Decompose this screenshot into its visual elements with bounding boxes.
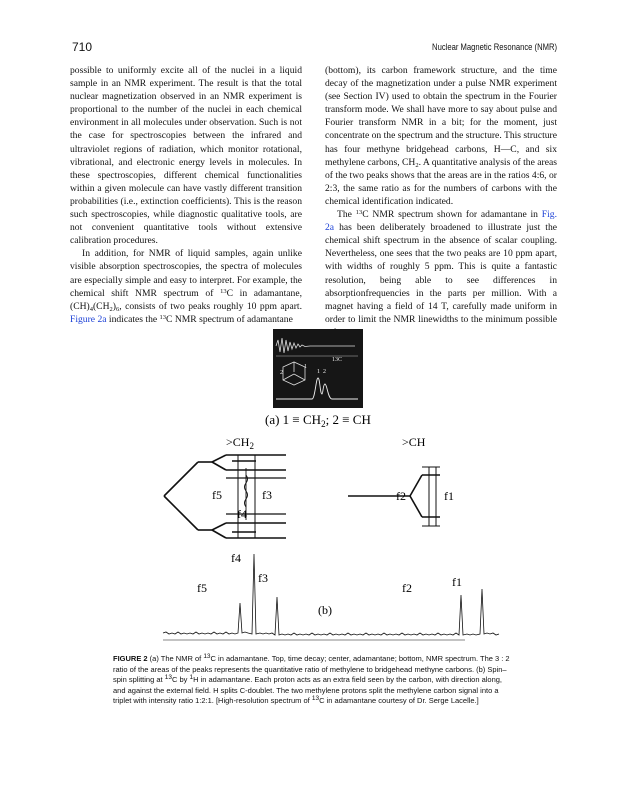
spectrum-b: [163, 554, 499, 640]
peak-f3-label: f3: [258, 571, 268, 585]
left-column: [70, 64, 302, 326]
figure-a-label: (a) $1 \equiv CH_2$; 2 ≡ CH: [265, 412, 371, 429]
peak-f1-label: f1: [452, 575, 462, 589]
f5-label: f5: [212, 488, 222, 502]
figure-2: [0, 320, 617, 645]
ch-label: >CH: [402, 435, 426, 449]
f2-label: f2: [396, 489, 406, 503]
figure-link[interactable]: Fig. 2a: [325, 209, 557, 234]
peak-f5-label: f5: [197, 581, 207, 595]
paragraph: The $^{13}$C NMR spectrum shown for adamantane in Fig. 2a has been deliberately broadened to illustrate just the chemical shift spectrum in the absence of scalar coupling. Nevertheless, one sees that the two peaks are 10 ppm apart, with widths of roughly 5 ppm. This is quite a fantastic resolution, being able to see differences in absorptionfrequencies in the parts per million. With a magnet having a field of 14 T, carefully made uniform in order to limit the NMR linewidths to the minimum possible: [325, 209, 557, 325]
f1-label: f1: [444, 489, 454, 503]
paragraph: possible to uniformly excite all of the nuclei in a liquid sample in an NMR experiment. The result is that the total nuclear magnetization observed in an NMR experiment is proportional to the number of the nuclei in each chemical environment in all molecules under observation. Such is not the case for spectroscopies between the infrared and ultraviolet regions of radiation, which monitor rotational, vibrational, and electronic energy levels in molecules. In these spectroscopies, different chemical functionalities within a given molecule can have vastly different transition probabilities (i.e., extinction coefficients). This is the reason such spectroscopies, while diagnostic qualitative tools, are not convenient quantitative tools without extensive calibration procedures.: [70, 65, 302, 247]
figure-caption: FIGURE 2 (a) The NMR of $^{13}$C in adamantane. Top, time decay; center, adamantane; bottom, NMR spectrum. The 3 : 2 ratio of the areas of the peaks represents the quantitative ratio of methylene to bridgehead methyne carbons. (b) Spin–spin splitting at $^{13}$C by $^1$H in adamantane. Each proton acts as an extra field seen by the carbon, with direction along, and against the external field. H splits C-doublet. The two methylene protons split the methylene carbon signal into a triplet with intensity ratio 1:2:1. [High-resolution spectrum of $^{13}$C in adamantane courtesy of Dr. Serge Lacelle.]: [113, 653, 510, 706]
spectrum-trace: [163, 554, 499, 635]
figure-label: FIGURE 2: [113, 654, 148, 663]
inset-peak-label: 1: [317, 369, 320, 375]
ch2-label: $>CH_2$: [226, 435, 254, 451]
ch-splitting-diagram: [348, 467, 440, 526]
f3-label: f3: [262, 488, 272, 502]
f4-label: f4: [237, 507, 247, 521]
spectrum-inset: [273, 329, 363, 408]
page-number: 710: [72, 40, 93, 54]
figure-b-label: (b): [318, 603, 332, 617]
inset-13c-label: 13C: [332, 357, 343, 363]
paragraph: In addition, for NMR of liquid samples, again unlike visible absorption spectroscopies, the spectra of molecules are especially simple and easy to interpret. For example, the chemical shift NMR spectrum of $^{13}$C in adamantane, $(CH)_4(CH_2)_6$, consists of two peaks roughly 10 ppm apart. Figure 2a indicates the $^{13}$C NMR spectrum of adamantane: [70, 248, 302, 325]
figure-link[interactable]: Figure 2a: [70, 313, 107, 325]
inset-ring-label: 1: [304, 364, 307, 370]
running-title: Nuclear Magnetic Resonance (NMR): [431, 42, 557, 52]
inset-peak-label: 2: [323, 369, 326, 375]
paragraph: (bottom), its carbon framework structure, and the time decay of the magnetization under a pulse NMR experiment (see Section IV) used to obtain the spectrum in the Fourier transform mode. We shall have more to say about pulse and Fourier transform NMR in a bit; for the moment, just concentrate on the spectrum and the structure. This structure has four methyne bridgehead carbons, H—C, and six methylene carbons, $CH_2$. A quantitative analysis of the areas of the two peaks shows that the areas are in the ratios 4:6, or 2:3, the same ratio as for the numbers of carbons with the chemical identification indicated.: [325, 65, 557, 207]
right-column: [325, 64, 557, 339]
peak-f4-label: f4: [231, 551, 241, 565]
peak-f2-label: f2: [402, 581, 412, 595]
inset-ring-label: 2: [280, 370, 283, 376]
